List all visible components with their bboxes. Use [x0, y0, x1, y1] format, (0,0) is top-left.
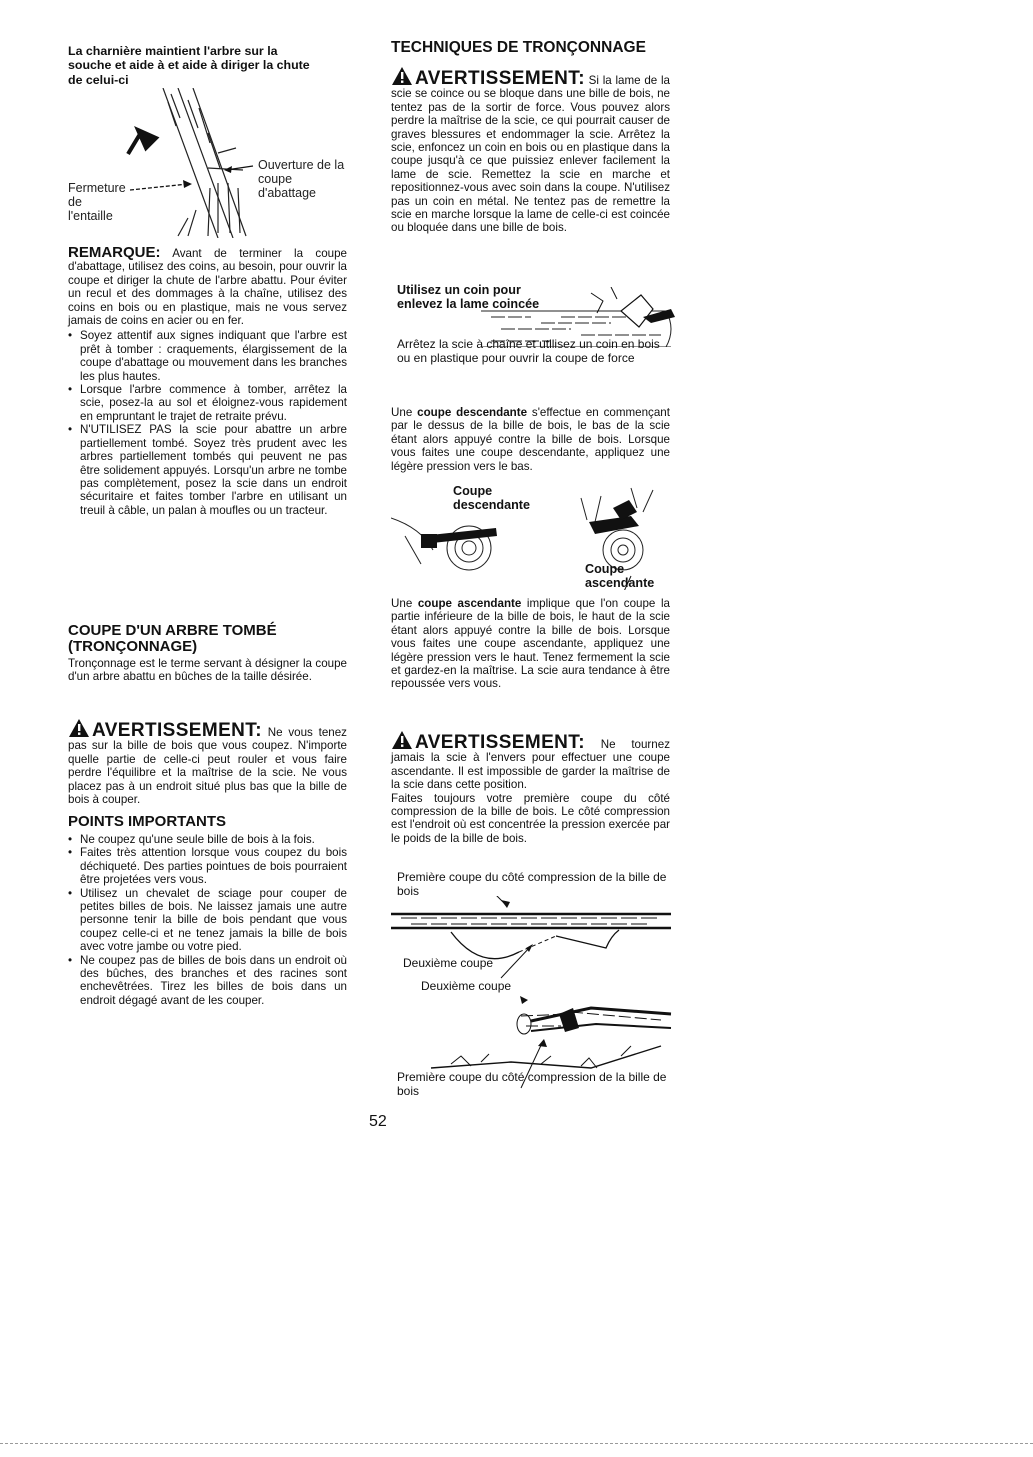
- bucking-text: Tronçonnage est le terme servant à désigner la coupe d'un arbre abattu en bûches de la taille désirée.: [68, 657, 347, 684]
- techniques-heading: TECHNIQUES DE TRONÇONNAGE: [391, 39, 646, 56]
- warning-log-block: [68, 718, 347, 806]
- note-title: REMARQUE:: [68, 244, 161, 261]
- warning-triangle-icon: [68, 718, 90, 738]
- warning-text: Ne vous tenez pas sur la bille de bois que vous coupez. N'importe quelle partie de celle-ci peut rouler et vous faire perdre l'équilibre et la maîtrise de la scie. Ne vous placez pas à un endroit situé plus bas que la bille de bois à couper.: [68, 726, 347, 807]
- fig-second-cut-label-bottom: Deuxième coupe: [421, 979, 512, 993]
- warning-label: AVERTISSEMENT:: [415, 732, 585, 753]
- list-item: • Lorsque l'arbre commence à tomber, arrêtez la scie, posez-la au sol et éloignez-vous rapidement en empruntant le trajet de retraite prévu.: [68, 383, 347, 423]
- fig-first-cut-label-bottom: Première coupe du côté compression de la bille de bois: [397, 1070, 667, 1098]
- overcut-term: coupe descendante: [417, 406, 528, 419]
- fig-second-cut-label-top: Deuxième coupe: [403, 956, 494, 970]
- bucking-section: [68, 623, 347, 684]
- log-cuts-illustration: [391, 896, 676, 1096]
- felling-hinge-figure: [68, 88, 358, 238]
- warning-upside-down-block: [391, 730, 670, 845]
- warning-triangle-icon: [391, 730, 413, 750]
- warning-text: Si la lame de la scie se coince ou se bloque dans une bille de bois, ne tentez pas de la sortir de force. Vous pouvez alors perdre la maîtrise de la scie, ce qui pourrait causer de graves blessures et endommager la scie. Arrêtez la scie, enfoncez un coin en bois ou en plastique dans la coupe jusqu'à ce que puissiez enlever facilement la lame de scie. Remettez la scie en marche et repositionnez-vous avec soin dans la coupe. N'utilisez pas un coin en métal. Ne tentez pas de remettre la scie en marche lorsque la lame de celle-ci est coincée ou bloquée dans une bille de bois.: [391, 74, 670, 235]
- undercut-intro: Une: [391, 597, 413, 610]
- list-item: • Soyez attentif aux signes indiquant que l'arbre est prêt à tomber : craquements, élargissement de la coupe d'abattage ou mouvement dans les branches les plus hautes.: [68, 329, 347, 383]
- safety-bullets: [68, 329, 347, 517]
- overcut-block: [391, 406, 670, 473]
- overcut-intro: Une: [391, 406, 413, 419]
- compression-text: Faites toujours votre première coupe du côté compression de la bille de bois. Le côté compression est l'endroit où est concentrée la pression exercée par le poids de la bille de bois.: [391, 791, 670, 845]
- bucking-heading: COUPE D'UN ARBRE TOMBÉ (TRONÇONNAGE): [68, 622, 277, 655]
- undercut-text: implique que l'on coupe la partie inférieure de la bille de bois, le haut de la scie étant alors appuyé contre la bille de bois. Lorsque vous faites une coupe ascendante, appliquez une légère pression vers le haut. Tenez fermement la scie et gardez-en la maîtrise. La scie aura tendance à être repoussée vers vous.: [391, 597, 670, 691]
- list-item: • Ne coupez pas de billes de bois dans un endroit où des bûches, des branches et des racines sont enchevêtrées. Tirez les billes de bois dans un endroit dégagé avant de les couper.: [68, 954, 347, 1008]
- warning-triangle-icon: [391, 66, 413, 86]
- overcut-text: s'effectue en commençant par le dessus de la bille de bois, le bas de la scie étant alors appuyé contre la bille de bois. Lorsque vous faites une coupe descendante, appliquez une légère pression vers le bas.: [391, 406, 670, 473]
- compression-cuts-figure: [391, 866, 676, 1096]
- note-text: Avant de terminer la coupe d'abattage, utilisez des coins, au besoin, pour ouvrir la coupe et diriger la chute de l'arbre abattu. Pour éviter un recul et des dommages à la chaîne, utilisez des coins en bois ou en plastique, mais ne vous servez jamais de coins en acier ou en fer.: [68, 247, 347, 328]
- page-bottom-rule: [0, 1443, 1033, 1444]
- wedge-figure: [391, 283, 676, 383]
- wedge-label: Utilisez un coin pour enlevez la lame coincée: [397, 283, 540, 311]
- undercut-term: coupe ascendante: [417, 597, 522, 610]
- page-number: 52: [369, 1113, 387, 1130]
- note-block: [68, 246, 347, 517]
- points-list: [68, 833, 347, 1007]
- hinge-caption: La charnière maintient l'arbre sur la souche et aide à et aide à diriger la chute de celui-ci: [68, 44, 310, 87]
- felling-opening-label: Ouverture de la coupe d'abattage: [258, 158, 345, 200]
- important-points: [68, 814, 347, 1007]
- undercut-block: [391, 597, 670, 691]
- fig-first-cut-label-top: Première coupe du côté compression de la bille de bois: [397, 870, 667, 898]
- cut-types-figure: [391, 478, 676, 590]
- list-item: • Faites très attention lorsque vous coupez du bois déchiqueté. Des parties pointues de bois pourraient être projetées vers vous.: [68, 846, 347, 886]
- wedge-caption: Arrêtez la scie à chaîne et utilisez un coin en bois ou en plastique pour ouvrir la coupe de force: [397, 337, 660, 365]
- warning-text: Ne tournez jamais la scie à l'envers pour effectuer une coupe ascendante. Il est impossible de garder la maîtrise de la scie dans cette position.: [391, 738, 670, 792]
- list-item: • Ne coupez qu'une seule bille de bois à la fois.: [68, 833, 347, 846]
- warning-pinched-block: [391, 66, 670, 235]
- warning-label: AVERTISSEMENT:: [92, 720, 262, 741]
- list-item: • N'UTILISEZ PAS la scie pour abattre un arbre partiellement tombé. Soyez très prudent avec les arbres partiellement tombés qui peuvent ne pas être solidement appuyés. Lorsqu'un arbre ne tombe pas complètement, posez la scie dans un endroit sécuritaire et faites tomber l'arbre en utilisant un treuil à câble, un palan à moufles ou un tracteur.: [68, 423, 347, 517]
- undercut-label: Coupe ascendante: [585, 562, 655, 590]
- list-item: • Utilisez un chevalet de sciage pour couper de petites billes de bois. Ne laissez jamais une autre personne tenir la bille de bois pendant que vous coupez celle-ci et ne tenez jamais la bille de bois avec votre jambe ou votre pied.: [68, 887, 347, 954]
- warning-label: AVERTISSEMENT:: [415, 68, 585, 89]
- points-heading: POINTS IMPORTANTS: [68, 813, 227, 830]
- overcut-label: Coupe descendante: [453, 484, 530, 512]
- notch-closing-label: Fermeture de l'entaille: [68, 181, 126, 223]
